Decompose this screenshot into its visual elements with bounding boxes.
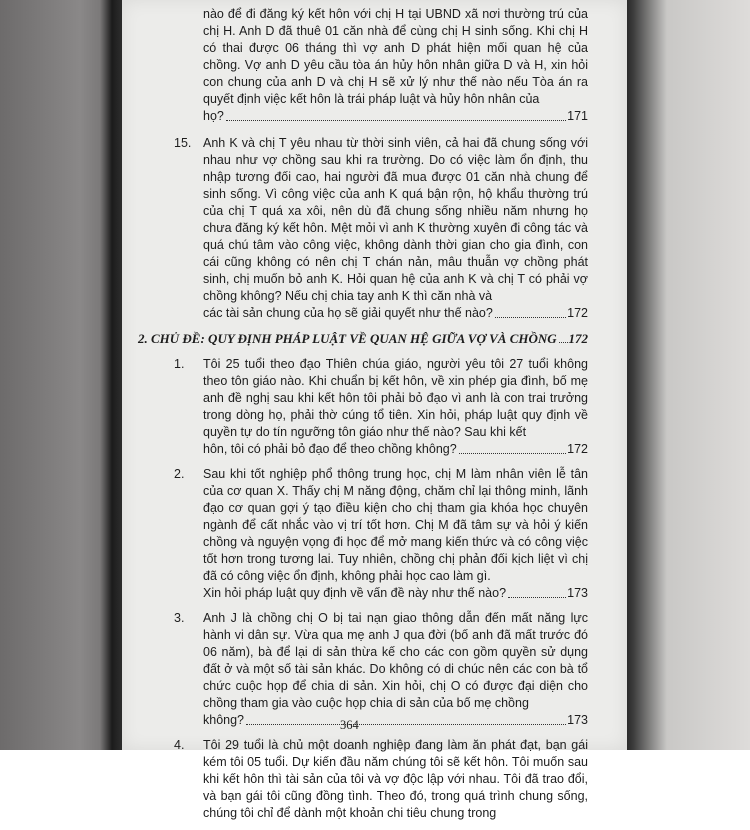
toc-entry-14-continued <box>168 6 588 125</box>
dot-leader <box>495 317 566 318</box>
entry-text: Anh K và chị T yêu nhau từ thời sinh viên, cả hai đã chung sống với nhau như vợ chồng sau khi ra trường. Do có việc làm ổn định, thu nhập tương đối cao, hai người đã mua được 01 căn nhà chung để sinh sống. Vì công việc của anh K quá bận rộn, hộ khẩu thường trú của chị T quá xa xôi, nên dù đã chung sống nhiều năm nhưng họ chưa đăng ký kết hôn. Mệt mỏi vì anh K thường xuyên đi công tác và quá chú tâm vào công việc, không dành thời gian cho gia đình, con cái cũng không có nên chị T chán nản, mâu thuẫn vợ chồng phát sinh, chị muốn bỏ anh K. Hỏi quan hệ của anh K và chị T có phải vợ chồng không? Nếu chị chia tay anh K thì căn nhà và <box>203 136 588 303</box>
question-text: Anh J là chồng chị O bị tai nạn giao thông dẫn đến mất năng lực hành vi dân sự. Vừa qua mẹ anh J qua đời (bố anh đã mất trước đó 06 năm), bà để lại di sản thừa kế cho các con gồm quyền sử dụng đất ở và một số tài sản khác. Do không có di chúc nên các con bà tổ chức cuộc họp để chia di sản. Xin hỏi, chị O có được đại diện cho chồng tham gia vào cuộc họp chia di sản của bố mẹ chồng <box>203 611 588 710</box>
question-number: 4. <box>174 738 185 752</box>
section-heading <box>138 330 588 347</box>
question-number: 2. <box>174 467 185 481</box>
question-text: Tôi 25 tuổi theo đạo Thiên chúa giáo, người yêu tôi 27 tuổi không theo tôn giáo nào. Khi chuẩn bị kết hôn, về xin phép gia đình, bố mẹ anh đề nghị sau khi kết hôn tôi phải bỏ đạo vì anh là con trai trưởng trong dòng họ, phải thờ cúng tổ tiên. Xin hỏi, pháp luật quy định về quyền tự do tín ngưỡng tôn giáo như thế nào? Sau khi kết <box>203 357 588 439</box>
page-ref: 173 <box>567 713 588 727</box>
table-of-contents <box>138 6 588 830</box>
page-ref: 172 <box>567 442 588 456</box>
question-1 <box>168 356 588 458</box>
entry-last-line: họ? <box>203 109 224 123</box>
toc-entry-15 <box>168 135 588 322</box>
facing-page-edge <box>627 0 750 750</box>
page-ref: 172 <box>568 331 588 346</box>
question-last-line: không? <box>203 713 245 727</box>
entry-last-line: các tài sản chung của họ sẽ giải quyết như thế nào? <box>203 306 493 320</box>
page-number: 364 <box>340 718 359 732</box>
question-3 <box>168 610 588 729</box>
question-2 <box>168 466 588 602</box>
dot-leader <box>226 120 566 121</box>
dot-leader <box>459 453 566 454</box>
page-ref: 173 <box>567 586 588 600</box>
question-text: Sau khi tốt nghiệp phổ thông trung học, chị M làm nhân viên lễ tân của cơ quan X. Thấy chị M năng động, chăm chỉ lại thông minh, lãnh đạo cơ quan gợi ý tạo điều kiện cho chị tham gia khóa học chuyên ngành để cất nhắc vào vị trí tốt hơn. Chị M đã tâm sự và hỏi ý kiến chồng và nguyện vọng đi học để mở mang kiến thức và có công việc tốt hơn trong tương lai. Tuy nhiên, chồng chị phản đối kịch liệt vì chị đã có công việc ổn định, không phải học cao làm gì. <box>203 467 588 583</box>
question-number: 1. <box>174 357 185 371</box>
entry-text: nào để đi đăng ký kết hôn với chị H tại UBND xã nơi thường trú của chị H. Anh D đã thuê 01 căn nhà để cùng chị H sinh sống. Khi chị H có thai được 06 tháng thì vợ anh D phát hiện mối quan hệ của chồng. Vợ anh D yêu cầu tòa án hủy hôn nhân giữa D và H, xin hỏi con chung của anh D và chị H sẽ xử lý như thế nào nếu Tòa án ra quyết định việc kết hôn là trái pháp luật và hủy hôn nhân của <box>203 7 588 106</box>
dot-leader <box>246 724 566 725</box>
dot-leader <box>559 342 568 343</box>
page-ref: 171 <box>567 109 588 123</box>
question-last-line: hôn, tôi có phải bỏ đạo để theo chồng không? <box>203 442 457 456</box>
entry-number: 15. <box>174 136 192 150</box>
question-text: Tôi 29 tuổi là chủ một doanh nghiệp đang làm ăn phát đạt, bạn gái kém tôi 05 tuổi. Dự kiến đầu năm chúng tôi sẽ kết hôn. Tôi muốn sau khi kết hôn thì tài sản của tôi và vợ độc lập với nhau. Tôi đã trao đổi, và bạn gái tôi cũng đồng tình. Theo đó, trong quá trình chung sống, chúng tôi chỉ để dành một khoản chi tiêu chung trong <box>203 738 588 820</box>
question-last-line: Xin hỏi pháp luật quy định về vấn đề này như thế nào? <box>203 586 507 600</box>
question-number: 3. <box>174 611 185 625</box>
dot-leader <box>508 597 566 598</box>
page-ref: 172 <box>567 306 588 320</box>
section-title: 2. CHỦ ĐỀ: QUY ĐỊNH PHÁP LUẬT VỀ QUAN HỆ GIỮA VỢ VÀ CHỒNG <box>138 331 557 346</box>
